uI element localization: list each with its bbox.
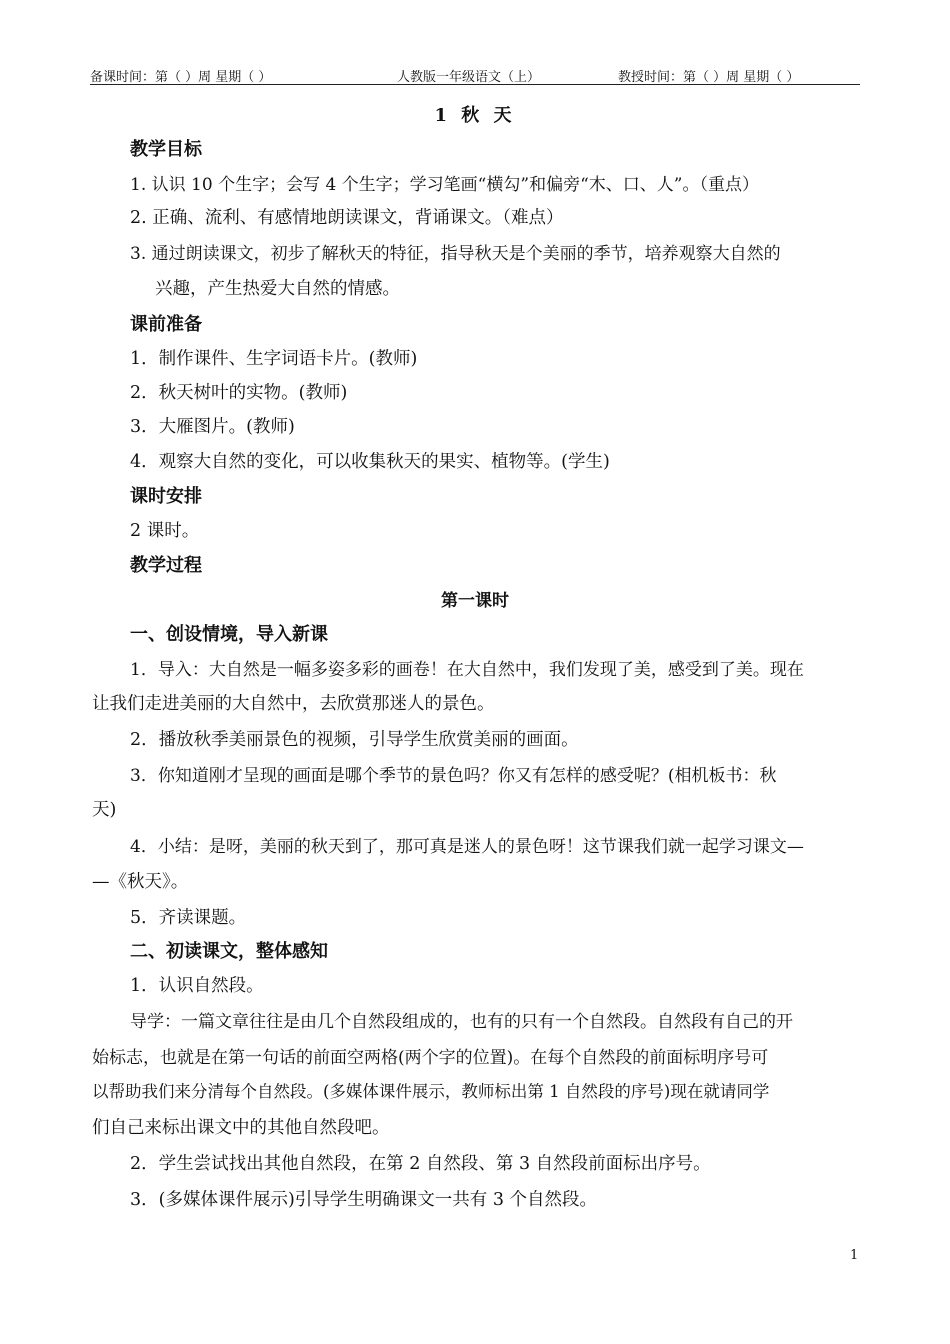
- objective-item: 2. 正确、流利、有感情地朗读课文，背诵课文。（难点）: [130, 208, 564, 228]
- part1-line: 2．播放秋季美丽景色的视频，引导学生欣赏美丽的画面。: [130, 730, 579, 750]
- part1-line: 3．你知道刚才呈现的画面是哪个季节的景色吗？你又有怎样的感受呢？(相机板书：秋: [130, 766, 777, 786]
- objective-item-continuation: 兴趣，产生热爱大自然的情感。: [155, 279, 400, 299]
- part2-line: 们自己来标出课文中的其他自然段吧。: [92, 1118, 390, 1138]
- part1-line: —《秋天》。: [92, 872, 189, 892]
- part2-line: 以帮助我们来分清每个自然段。(多媒体课件展示，教师标出第 1 自然段的序号)现在就请同学: [92, 1082, 770, 1101]
- page-number: 1: [850, 1248, 859, 1263]
- part1-line: 1．导入：大自然是一幅多姿多彩的画卷！在大自然中，我们发现了美，感受到了美。现在: [130, 660, 804, 680]
- part2-line: 1．认识自然段。: [130, 976, 264, 996]
- page-header: [90, 64, 860, 85]
- header-prep-time: 备课时间：第（ ）周 星期（ ）: [90, 70, 272, 85]
- objective-item: 3. 通过朗读课文，初步了解秋天的特征，指导秋天是个美丽的季节，培养观察大自然的: [130, 244, 781, 264]
- part1-heading: 一、创设情境，导入新课: [130, 624, 328, 645]
- part2-line: 始标志，也就是在第一句话的前面空两格(两个字的位置)。在每个自然段的前面标明序号可: [92, 1048, 769, 1068]
- section-schedule-heading: 课时安排: [130, 486, 202, 507]
- section-preparation-heading: 课前准备: [130, 314, 202, 335]
- part2-line: 3．(多媒体课件展示)引导学生明确课文一共有 3 个自然段。: [130, 1190, 598, 1210]
- schedule-text: 2 课时。: [130, 521, 200, 541]
- part1-line: 4．小结：是呀，美丽的秋天到了，那可真是迷人的景色呀！这节课我们就一起学习课文—: [130, 837, 804, 857]
- part1-line: 天): [92, 800, 117, 820]
- part1-line: 5．齐读课题。: [130, 908, 247, 928]
- preparation-item: 4．观察大自然的变化，可以收集秋天的果实、植物等。(学生): [130, 452, 610, 472]
- lesson-period-heading: 第一课时: [441, 591, 509, 611]
- preparation-item: 2．秋天树叶的实物。(教师): [130, 383, 348, 403]
- preparation-item: 3．大雁图片。(教师): [130, 417, 295, 437]
- part2-line: 导学：一篇文章往往是由几个自然段组成的，也有的只有一个自然段。自然段有自己的开: [130, 1012, 793, 1032]
- section-objectives-heading: 教学目标: [130, 139, 202, 160]
- header-teach-time: 教授时间：第（ ）周 星期（ ）: [618, 70, 800, 85]
- part1-line: 让我们走进美丽的大自然中，去欣赏那迷人的景色。: [92, 694, 495, 714]
- preparation-item: 1．制作课件、生字词语卡片。(教师): [130, 349, 418, 369]
- part2-line: 2．学生尝试找出其他自然段，在第 2 自然段、第 3 自然段前面标出序号。: [130, 1154, 711, 1174]
- section-process-heading: 教学过程: [130, 555, 202, 576]
- objective-item: 1. 认识 10 个生字；会写 4 个生字；学习笔画“横勾”和偏旁“木、口、人”。（重点）: [130, 175, 759, 195]
- header-textbook: 人教版一年级语文（上）: [397, 70, 541, 85]
- lesson-title: 1 秋 天: [434, 105, 516, 126]
- part2-heading: 二、初读课文，整体感知: [130, 941, 328, 962]
